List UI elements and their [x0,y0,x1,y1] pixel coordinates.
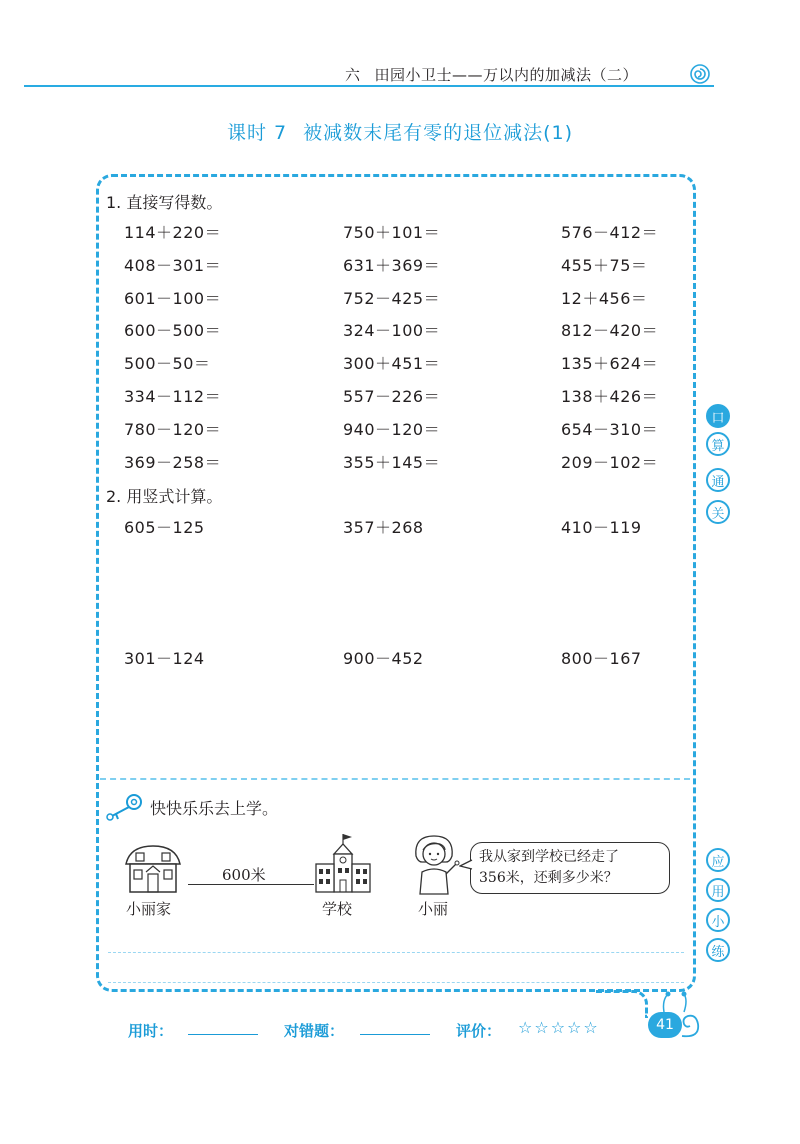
problem: 455＋75＝ [561,256,648,275]
section-divider [100,778,690,780]
distance-label: 600米 [222,866,266,884]
side-tab: 口 [706,404,730,428]
vertical-problem: 900－452 [343,649,424,668]
time-blank[interactable] [188,1034,258,1035]
house-icon [124,842,182,894]
card-tail [596,990,648,1018]
problem: 780－120＝ [124,420,222,439]
speech-line-2: 356米，还剩多少米？ [479,870,618,886]
problem: 812－420＝ [561,321,659,340]
side-tab: 用 [706,878,730,902]
vertical-problem: 800－167 [561,649,642,668]
problem: 300＋451＝ [343,354,441,373]
errors-blank[interactable] [360,1034,430,1035]
bubble-tail [459,858,473,872]
side-tab: 练 [706,938,730,962]
speech-line-1: 我从家到学校已经走了 [479,849,619,865]
girl-icon [406,832,464,896]
page-number: 41 [648,1012,682,1038]
vertical-problem: 357＋268 [343,518,424,537]
problem: 408－301＝ [124,256,222,275]
lesson-number: 课时 7 [226,122,288,144]
chapter-heading [345,64,638,85]
problem: 576－412＝ [561,223,659,242]
problem: 557－226＝ [343,387,441,406]
problem: 752－425＝ [343,289,441,308]
chapter-number: 六 [345,66,361,84]
problem: 135＋624＝ [561,354,659,373]
problem: 12＋456＝ [561,289,648,308]
problem: 654－310＝ [561,420,659,439]
answer-line [108,982,684,983]
rating-label: 评价： [456,1022,502,1040]
chapter-title: 田园小卫士——万以内的加减法（二） [374,66,639,84]
snail-shell-icon [678,1012,702,1038]
problem: 600－500＝ [124,321,222,340]
problem: 750＋101＝ [343,223,441,242]
problem: 369－258＝ [124,453,222,472]
problem: 324－100＝ [343,321,441,340]
problem: 114＋220＝ [124,223,222,242]
answer-line [108,952,684,953]
lesson-name: 被减数末尾有零的退位减法(1) [303,122,574,144]
problem: 601－100＝ [124,289,222,308]
section2-title: 2. 用竖式计算。 [106,487,223,506]
key-icon [104,792,144,822]
side-tab: 算 [706,432,730,456]
problem: 138＋426＝ [561,387,659,406]
side-tab: 关 [706,500,730,524]
problem: 334－112＝ [124,387,222,406]
problem: 209－102＝ [561,453,659,472]
speech-bubble [470,842,670,894]
section1-title: 1. 直接写得数。 [106,193,223,212]
problem: 500－50＝ [124,354,211,373]
spiral-icon [690,64,710,84]
vertical-problem: 410－119 [561,518,642,537]
errors-label: 对错题： [284,1022,345,1040]
vertical-problem: 605－125 [124,518,205,537]
problem: 940－120＝ [343,420,441,439]
girl-label: 小丽 [418,900,449,918]
problem: 355＋145＝ [343,453,441,472]
problem: 631＋369＝ [343,256,441,275]
section3-title: 快快乐乐去上学。 [150,799,279,818]
side-tab: 通 [706,468,730,492]
rating-stars[interactable]: ☆☆☆☆☆ [518,1018,600,1037]
header-rule [24,85,714,87]
side-tab: 应 [706,848,730,872]
lesson-title [0,118,800,145]
vertical-problem: 301－124 [124,649,205,668]
side-tab: 小 [706,908,730,932]
school-label: 学校 [322,900,353,918]
snail-antenna-icon [658,990,692,1014]
time-label: 用时： [128,1022,174,1040]
school-icon [314,832,372,894]
home-label: 小丽家 [126,900,172,918]
